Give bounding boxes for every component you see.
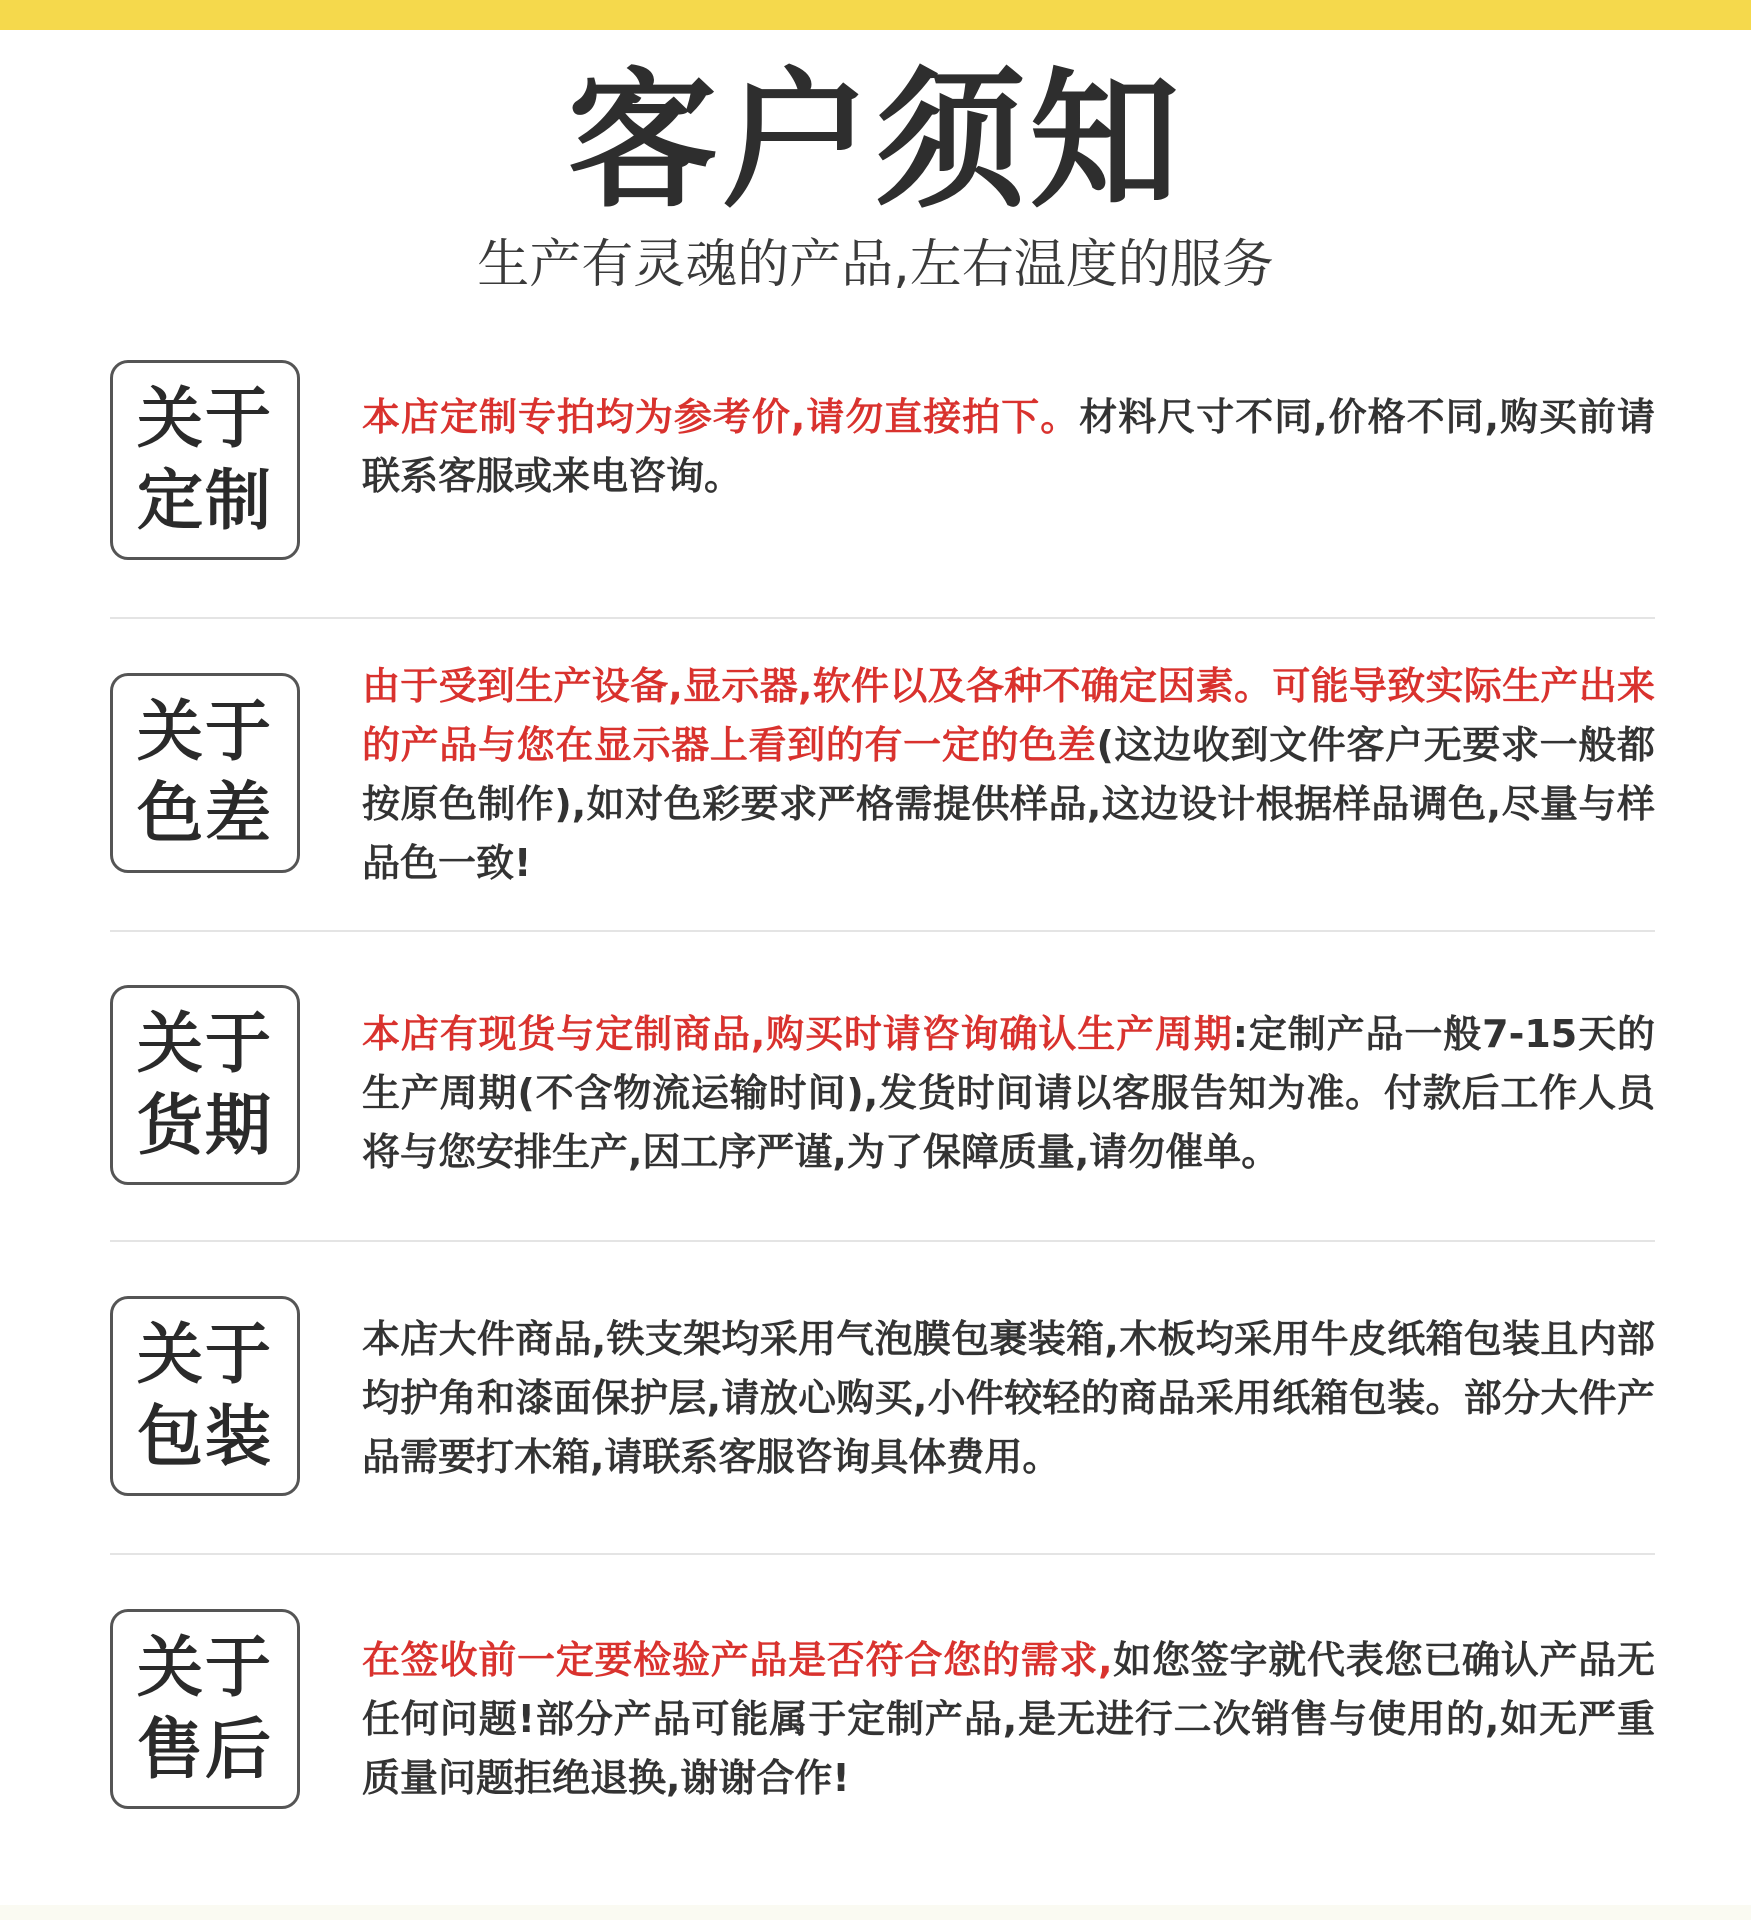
page-title: 客户须知 bbox=[567, 55, 1184, 229]
highlight-text: 在签收前一定要检验产品是否符合您的需求, bbox=[362, 1638, 1113, 1682]
normal-text: 如您签字就代表您已确认产品无任何问题!部分产品可能属于定制产品,是无进行二次销售与使用的,如无严重质量问题拒绝退换,谢谢合作! bbox=[362, 1638, 1655, 1800]
section-body bbox=[362, 388, 1655, 506]
section-delivery-time bbox=[110, 985, 1655, 1195]
badge-line-1: 关于 bbox=[137, 1629, 273, 1706]
section-divider bbox=[110, 930, 1655, 932]
section-body bbox=[362, 657, 1655, 893]
section-body bbox=[362, 1310, 1655, 1487]
section-body bbox=[362, 1631, 1655, 1808]
badge-line-2: 货期 bbox=[137, 1087, 273, 1164]
section-body bbox=[362, 1005, 1655, 1182]
top-accent-bar bbox=[0, 0, 1751, 30]
badge-line-1: 关于 bbox=[137, 693, 273, 770]
highlight-text: 本店定制专拍均为参考价,请勿直接拍下。 bbox=[362, 395, 1080, 439]
badge-line-1: 关于 bbox=[137, 380, 273, 457]
section-badge bbox=[110, 985, 300, 1185]
section-badge bbox=[110, 1296, 300, 1496]
normal-text: :定制产品一般7-15天的生产周期(不含物流运输时间),发货时间请以客服告知为准。付款后工作人员将与您安排生产,因工序严谨,为了保障质量,请勿催单。 bbox=[362, 1012, 1655, 1174]
badge-line-2: 色差 bbox=[137, 775, 273, 852]
normal-text: 本店大件商品,铁支架均采用气泡膜包裹装箱,木板均采用牛皮纸箱包装且内部均护角和漆面保护层,请放心购买,小件较轻的商品采用纸箱包装。部分大件产品需要打木箱,请联系客服咨询具体费用。 bbox=[362, 1317, 1655, 1479]
section-color-difference bbox=[110, 664, 1655, 933]
section-badge bbox=[110, 673, 300, 873]
section-badge bbox=[110, 1609, 300, 1809]
section-divider bbox=[110, 1553, 1655, 1555]
badge-line-2: 包装 bbox=[137, 1398, 273, 1475]
badge-line-1: 关于 bbox=[137, 1316, 273, 1393]
section-divider bbox=[110, 617, 1655, 619]
section-divider bbox=[110, 1240, 1655, 1242]
normal-text: (这边收到文件客户无要求一般都按原色制作),如对色彩要求严格需提供样品,这边设计根据样品调色,尽量与样品色一致! bbox=[362, 723, 1655, 885]
badge-line-2: 定制 bbox=[137, 462, 273, 539]
section-packaging bbox=[110, 1296, 1655, 1506]
normal-text: 材料尺寸不同,价格不同,购买前请联系客服或来电咨询。 bbox=[362, 395, 1656, 498]
badge-line-1: 关于 bbox=[137, 1005, 273, 1082]
page-subtitle: 生产有灵魂的产品,左右温度的服务 bbox=[477, 235, 1274, 295]
badge-line-2: 售后 bbox=[137, 1711, 273, 1788]
highlight-text: 本店有现货与定制商品,购买时请咨询确认生产周期 bbox=[362, 1012, 1233, 1056]
highlight-text: 由于受到生产设备,显示器,软件以及各种不确定因素。可能导致实际生产出来的产品与您在显示器上看到的有一定的色差 bbox=[362, 664, 1655, 767]
section-custom bbox=[110, 360, 1655, 570]
section-badge bbox=[110, 360, 300, 560]
bottom-band bbox=[0, 1905, 1751, 1920]
section-after-sales bbox=[110, 1609, 1655, 1819]
